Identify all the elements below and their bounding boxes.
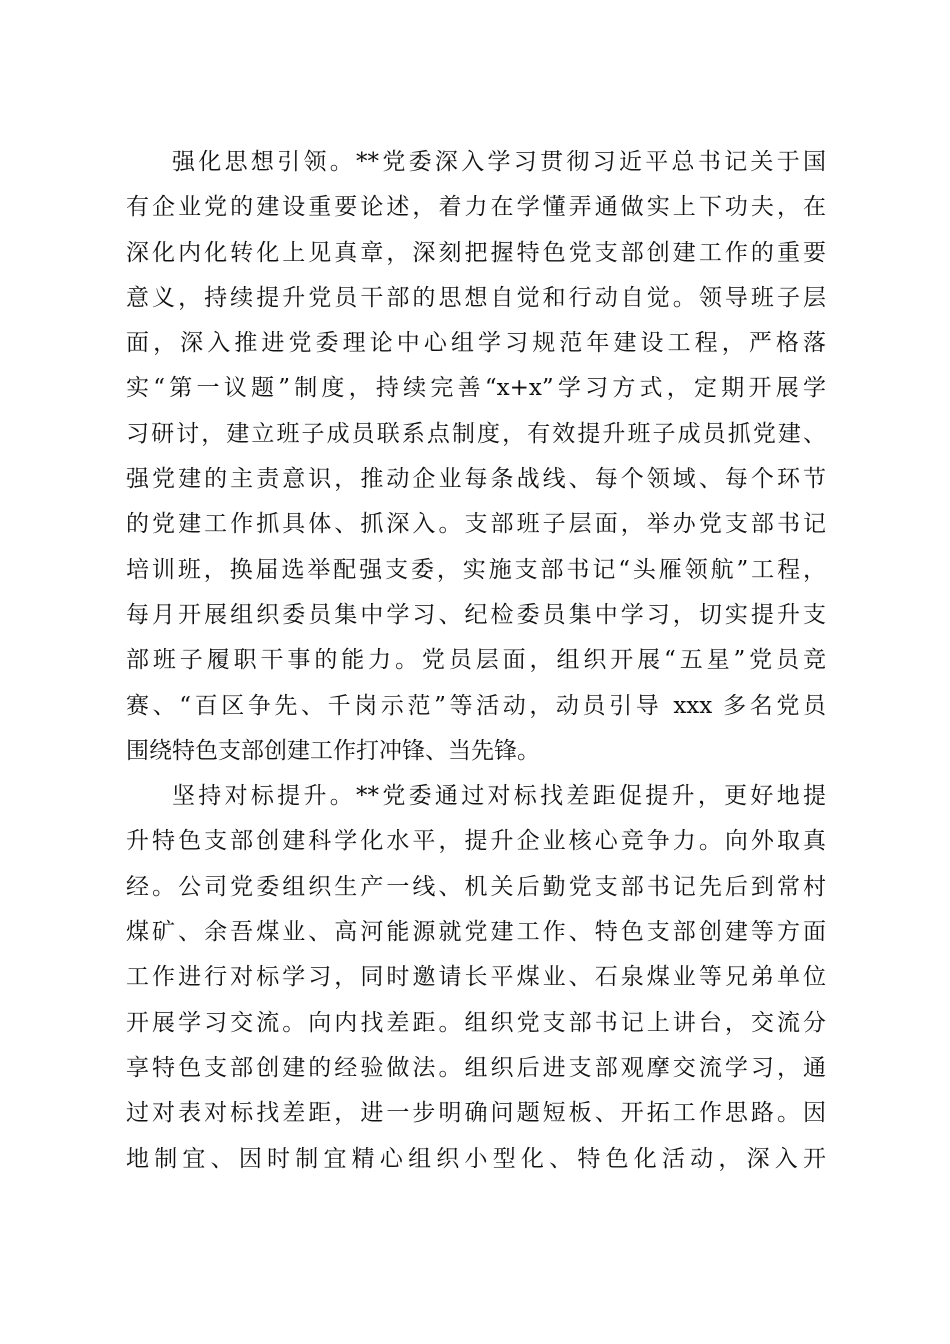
text-line: 赛、“百区争先、千岗示范”等活动，动员引导 xxx 多名党员 <box>126 692 826 719</box>
text-line: 意义，持续提升党员干部的思想自觉和行动自觉。领导班子层 <box>126 284 826 311</box>
text-line: 围绕特色支部创建工作打冲锋、当先锋。 <box>126 737 540 764</box>
text-line: 深化内化转化上见真章，深刻把握特色党支部创建工作的重要 <box>126 239 826 266</box>
paragraph-2 <box>126 774 826 1182</box>
text-line: 开展学习交流。向内找差距。组织党支部书记上讲台，交流分 <box>126 1009 826 1036</box>
text-line: 培训班，换届选举配强支委，实施支部书记“头雁领航”工程， <box>126 556 826 583</box>
text-line: 过对表对标找差距，进一步明确问题短板、开拓工作思路。因 <box>126 1100 826 1127</box>
text-line: 地制宜、因时制宜精心组织小型化、特色化活动，深入开 <box>126 1145 826 1172</box>
text-line: 工作进行对标学习，同时邀请长平煤业、石泉煤业等兄弟单位 <box>126 964 826 991</box>
text-line: 煤矿、余吾煤业、高河能源就党建工作、特色支部创建等方面 <box>126 919 826 946</box>
text-line: 经。公司党委组织生产一线、机关后勤党支部书记先后到常村 <box>126 873 826 900</box>
text-line: 坚持对标提升。**党委通过对标找差距促提升，更好地提 <box>172 783 826 810</box>
text-line: 有企业党的建设重要论述，着力在学懂弄通做实上下功夫，在 <box>126 194 826 221</box>
text-line: 面，深入推进党委理论中心组学习规范年建设工程，严格落 <box>126 330 826 357</box>
text-line: 实“第一议题”制度，持续完善“x+x”学习方式，定期开展学 <box>126 375 826 402</box>
text-line: 强化思想引领。**党委深入学习贯彻习近平总书记关于国 <box>172 149 826 175</box>
document-body <box>126 140 826 1182</box>
text-line: 享特色支部创建的经验做法。组织后进支部观摩交流学习，通 <box>126 1054 826 1081</box>
paragraph-1 <box>126 140 826 774</box>
text-line: 每月开展组织委员集中学习、纪检委员集中学习，切实提升支 <box>126 601 826 628</box>
text-line: 习研讨，建立班子成员联系点制度，有效提升班子成员抓党建、 <box>126 420 826 447</box>
text-line: 升特色支部创建科学化水平，提升企业核心竞争力。向外取真 <box>126 828 826 855</box>
text-line: 的党建工作抓具体、抓深入。支部班子层面，举办党支部书记 <box>126 511 826 538</box>
text-line: 部班子履职干事的能力。党员层面，组织开展“五星”党员竞 <box>126 647 826 674</box>
text-line: 强党建的主责意识，推动企业每条战线、每个领域、每个环节 <box>126 466 826 493</box>
